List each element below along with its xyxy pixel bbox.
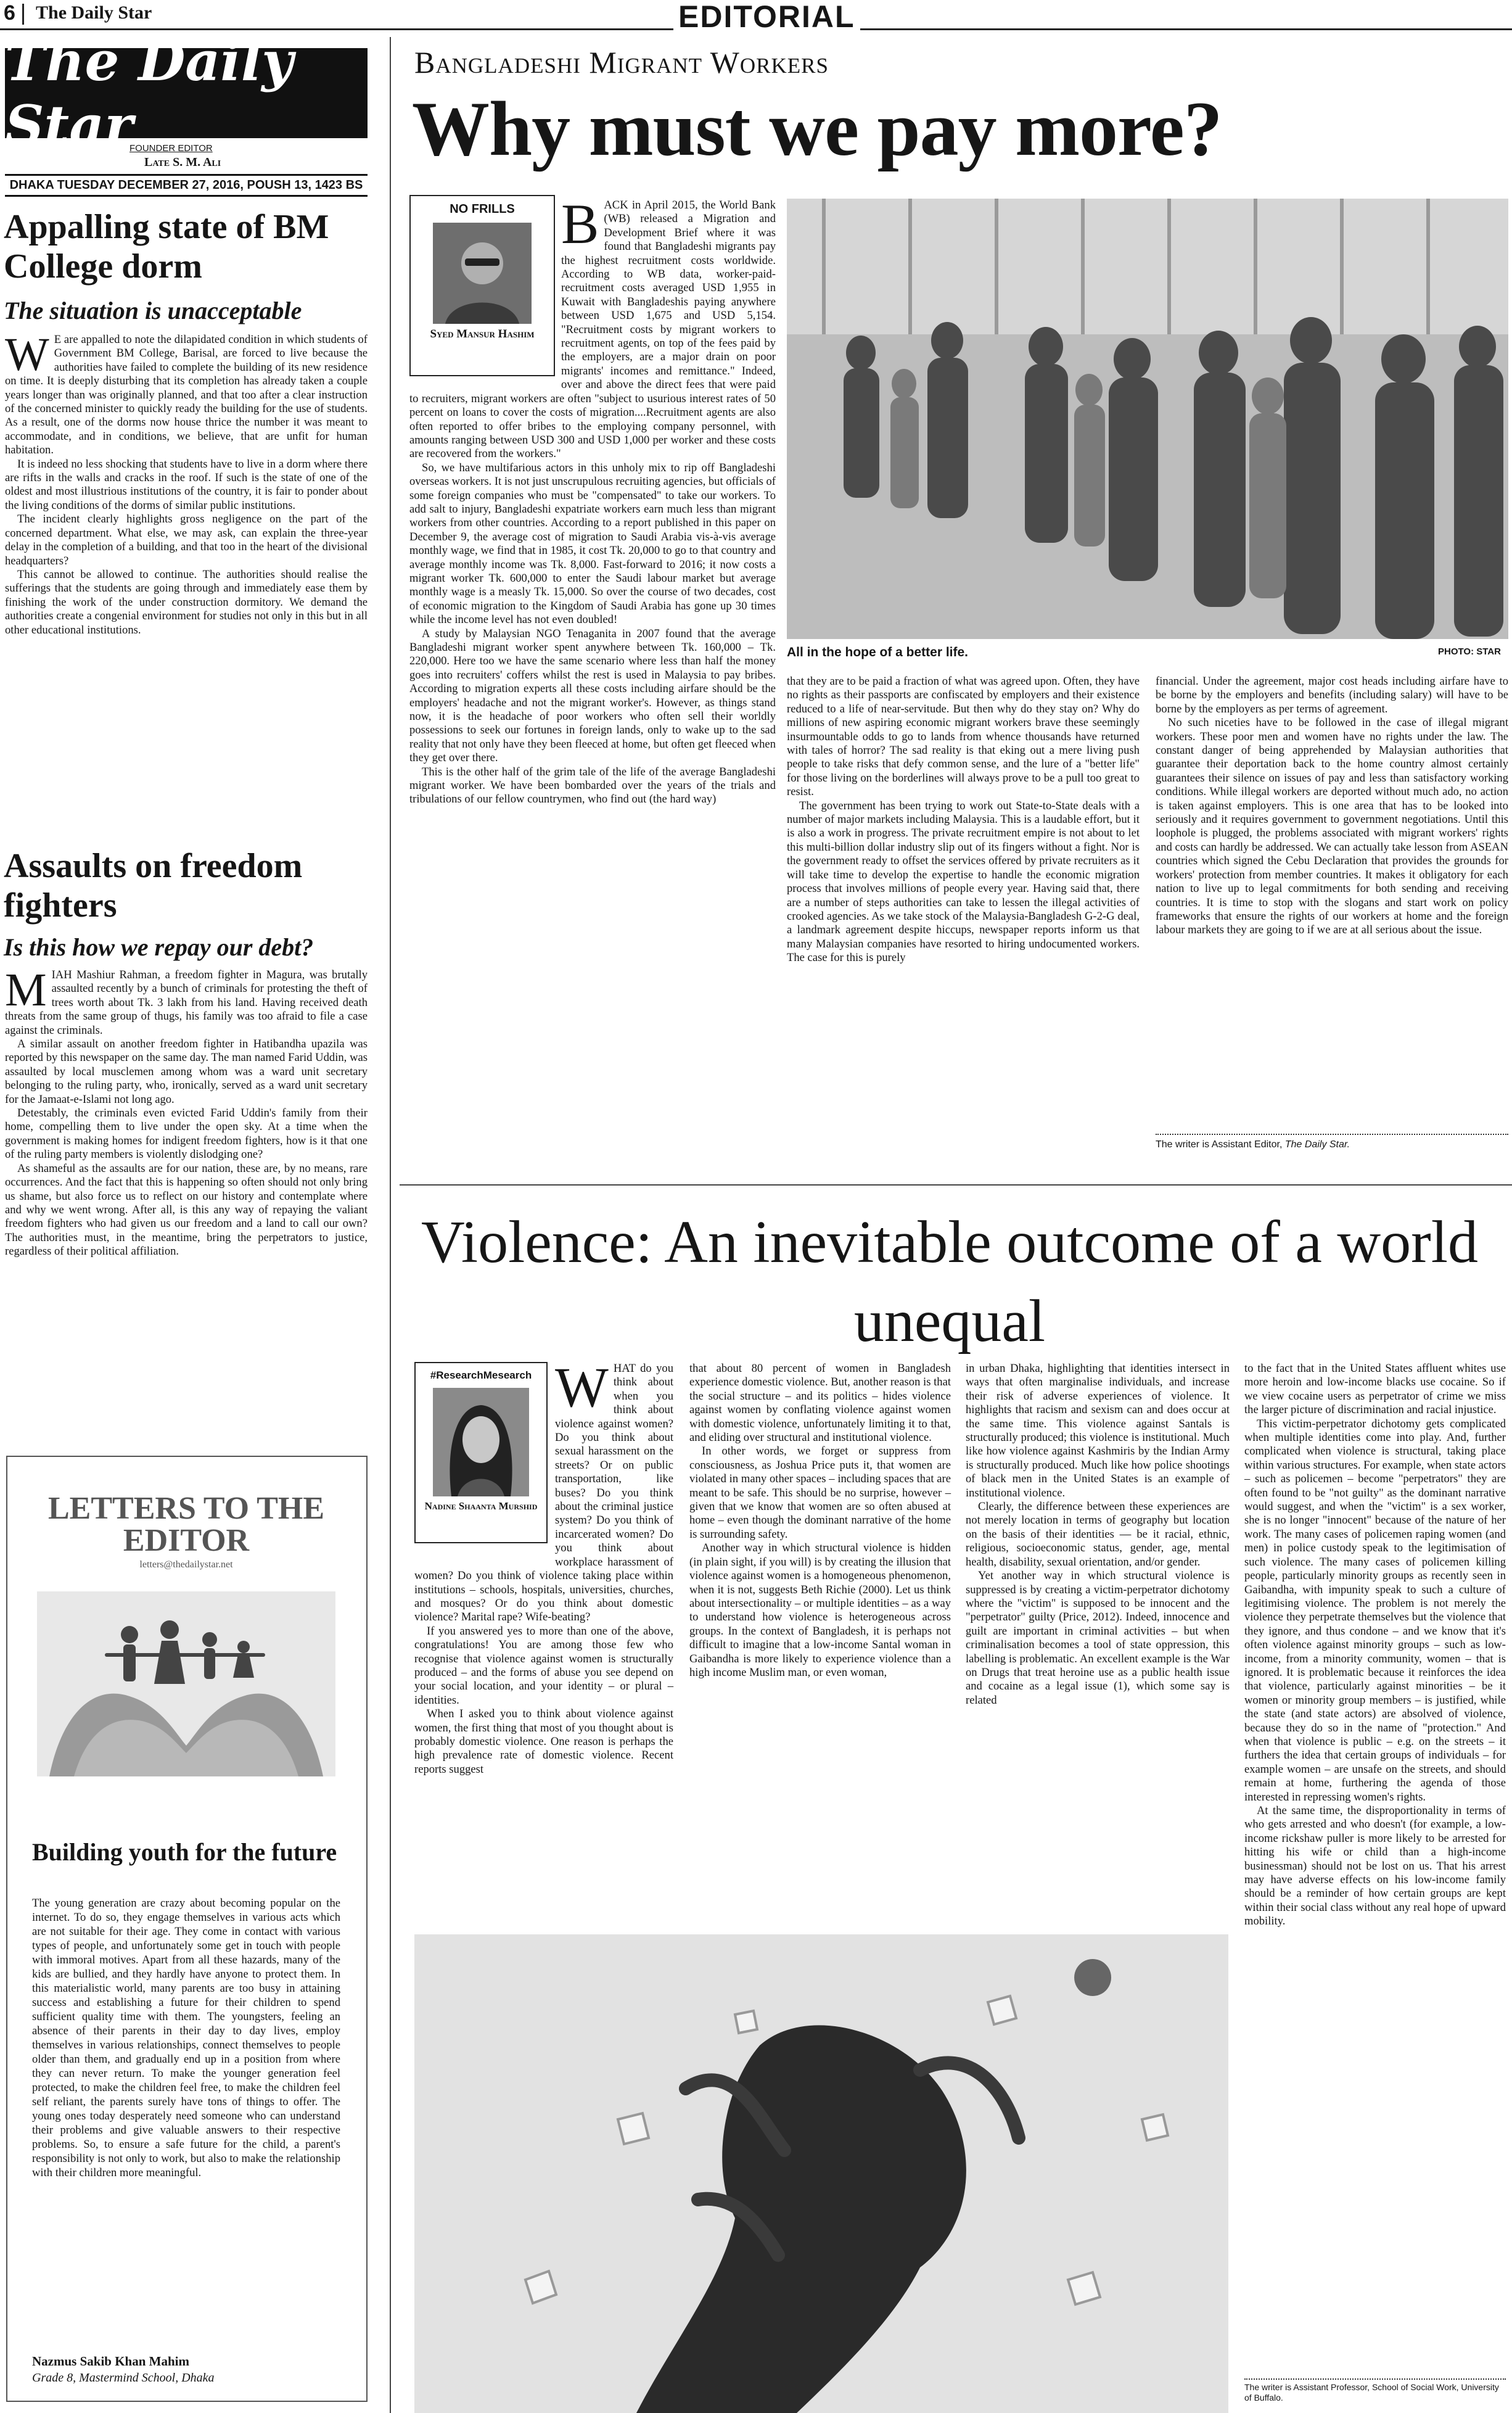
paragraph: The government has been trying to work out State-to-State deals with a number of major markets including Malaysia. This is a laudable effort, but it is also a work in progress. The private recruitment empire is not about to let this multi-billion dollar industry slip out of its fingers without a fight. Nor is the government ready to offset the services offered by private recruiters as it will take time to develop the expertise to handle the economic migration process that involves millions of people every year. Having said that, there are a number of steps authorities can take to lessen the illegal activities of crooked agencies. As we take stock of the Malaysia-Bangladesh G-2-G deal, a landmark agreement despite hiccups, newspaper reports inform us that many Malaysian companies have resorted to hiring undocumented workers. The case for this is purely xyxy=(787,799,1140,965)
footnote-publication: The Daily Star. xyxy=(1284,1139,1350,1150)
photo-credit: PHOTO: STAR xyxy=(1438,646,1501,657)
paragraph: This is the other half of the grim tale of the life of the average Bangladeshi migrant worker. We have been bombarded over the years of the trials and tribulations of our fellow countrymen, who find out (the hard way) xyxy=(409,765,776,806)
dropcap: B xyxy=(561,192,599,255)
float-spacer xyxy=(414,1362,555,1559)
dropcap: M xyxy=(5,964,47,1016)
footnote-rule xyxy=(1156,1134,1508,1135)
article2-column3 xyxy=(966,1362,1230,1707)
paragraph: If you answered yes to more than one of the above, congratulations! You are among those few who recognise that violence against women is structurally produced – and the forms of abuse you see depend on your social location, and your identity – or plural – identities. xyxy=(414,1624,673,1707)
footnote-prefix: The writer is Assistant Editor, xyxy=(1156,1139,1283,1150)
paragraph: in urban Dhaka, highlighting that identities intersect in ways that often marginalise individuals, and increase their risk of adverse experiences of violence. It highlights that racism and sexism can and does occur at the same time. This violence against Santals is structurally produced; this violence is institutional. Much like how violence against Kashmiris by the Indian Army is structurally produced. Much like how police shootings of black men in the United States is an example of institutional violence. xyxy=(966,1362,1230,1499)
paragraph: that they are to be paid a fraction of what was agreed upon. Often, they have no rights as their passports are confiscated by employers and their existence reduced to a life of near-servitude. But then why do they stay on? Why do millions of new aspiring economic migrant workers brave these seemingly insurmountable odds to go to lands from whence thousands have returned with tales of horror? The sad reality is that eking out a mere living push people to take risks that defy common sense, and the lure of a "better life" for those living on the borderlines will always prove to be a pull too great to resist. xyxy=(787,675,1140,799)
paragraph: Yet another way in which structural violence is suppressed is by creating a victim-perpetrator dichotomy where the "victim" is supposed to be innocent and the "perpetrator" guilty (Price, 2012). Indeed, innocence and guilt are important in criminal activities – but when criminalisation becomes a tool of state oppression, this labelling is problematic. An excellent example is the War on Drugs that treat heroine use as a public health issue and cocaine as a legal issue (1), which some say is related xyxy=(966,1569,1230,1707)
paragraph: HAT do you think about when you think about violence against women? Do you think about sexual harassment on the streets? Or on public transportation, like buses? Do you think about the criminal justice system? Do you think of incarcerated women? Do you think about workplace harassment of women? Do you think of violence taking place within institutions – schools, hospitals, universities, churches, and mosques? Or do you think about domestic violence? Marital rape? Wife-beating? xyxy=(414,1362,673,1624)
editorial2-headline: Assaults on freedom fighters xyxy=(4,847,303,925)
article1-headline: Why must we pay more? xyxy=(412,86,1222,172)
violence-photo xyxy=(414,1934,1228,2413)
divider xyxy=(22,4,24,25)
editorial1-headline: Appalling state of BM College dorm xyxy=(4,208,329,286)
running-masthead: The Daily Star xyxy=(36,2,152,23)
article1-column1 xyxy=(409,192,776,807)
editorial1-subhead: The situation is unacceptable xyxy=(4,297,302,324)
article1-column3 xyxy=(1156,675,1508,938)
article2-column2 xyxy=(689,1362,951,1680)
page-number: 6 xyxy=(4,1,15,25)
article2-headline: Violence: An inevitable outcome of a world unequal xyxy=(421,1209,1479,1355)
section-label: EDITORIAL xyxy=(673,0,860,35)
paragraph: IAH Mashiur Rahman, a freedom fighter in Magura, was brutally assaulted recently by a bunch of criminals for protesting the theft of trees worth about Tk. 3 lakh from his land. Having received death threats from the same group of thugs, his family was too afraid to file a case against the criminals. xyxy=(5,968,368,1037)
paragraph: A study by Malaysian NGO Tenaganita in 2007 found that the average Bangladeshi migrant worker spent anywhere between Tk. 160,000 – Tk. 220,000. Here too we have the same scenario where less than half the money goes into recruiters' coffers whilst the rest is used in Malaysia to pay bribes. According to migration experts all these costs including airfare should be the employers' headache and not the migrant worker's. However, as things stand now, it is the headache of poor workers who often sell their worldly possessions to seek our fortunes in foreign lands, only to wake up to the sad reality that not only have they been fleeced at home, but often get fleeced when they get over there. xyxy=(409,627,776,765)
paragraph: This victim-perpetrator dichotomy gets complicated when multiple identities come into play. And, further complicated when violence is structural, taking place within various structures. For example, when state actors – such as policemen – become "perpetrators" they are often found to be "not guilty" as the dominant narrative would suggest, and when the "victim" is a sex worker, she is no longer "innocent" because of the nature of her work. The many cases of policemen raping women (and men) in police custody speak to the legitimisation of such violence. The many cases of policemen killing people, particularly minority groups as recently seen in Gaibandha, with impunity speak to such a culture of legitimising violence. The problem is not merely the violence they perpetrate themselves but the violence that they ignore, and thus condone – and we know that it's often violence against minority groups – such as low-income, from a minority community, women – that is ignored. It is problematic because it reinforces the idea that violence, particularly against minorities – be it women or minority group members – is justified, while the state (and state actors) are absolved of violence, because they do so in the name of "protection." And when that violence is public – e.g. on the streets – it furthers the idea that certain groups of individuals – for example women – are unsafe on the streets, and should remain at home, furthering the agenda of those interested in repressing women's rights. xyxy=(1244,1417,1506,1804)
dropcap: W xyxy=(555,1356,609,1419)
letter-headline: Building youth for the future xyxy=(32,1838,337,1866)
paragraph: ACK in April 2015, the World Bank (WB) released a Migration and Development Brief where it was found that Bangladeshi migrants pay the highest recruitment costs worldwide. According to WB data, worker-paid-recruitment costs averaged USD 1,955 in Kuwait with Bangladeshis paying anywhere between USD 1,675 and USD 5,154. "Recruitment costs by migrant workers to recruitment agents, on top of the fees paid by the employers, are a major drain on poor migrants' incomes and remittance." Indeed, over and above the direct fees that were paid to recruiters, migrant workers are often "subject to usurious interest rates of 50 percent on loans to cover the costs of migration....Recruitment agents are also often reported to offer bribes to the employing company personnel, with amounts ranging between USD 300 and USD 1,000 per worker and these costs are recovered from the workers." xyxy=(409,199,776,461)
author-name: Syed Mansur Hashim xyxy=(430,328,535,340)
founder-name: Late S. M. Ali xyxy=(144,155,221,169)
paragraph: that about 80 percent of women in Bangladesh experience domestic violence. But, another reason is that the social structure – and its politics – hides violence against women by conflating violence against women with domestic violence, unfortunately limiting it to that, and eliding over structural and institutional violence. xyxy=(689,1362,951,1445)
paragraph: E are appalled to note the dilapidated condition in which students of Government BM College, Barisal, are forced to live because the authorities have failed to complete the building of its new residence on time. It is deeply disturbing that its completion has already taken a couple years longer than was originally planned, and that too after a clear instruction of the concerned minister to quickly ready the building for the use of students. As a result, one of the dorms now house thrice the number it was meant to accommodate, and in conditions, we believe, that are unfit for human habitation. xyxy=(5,333,368,457)
editorial1-body xyxy=(5,329,368,637)
paragraph: So, we have multifarious actors in this unholy mix to rip off Bangladeshi overseas workers. It is not just unscrupulous recruiting agencies, but officials of some foreign companies who must be "compensated" to take our workers. To add salt to injury, Bangladeshi expatriate workers earn much less than migrant workers from other countries. According to a report published in this paper on December 9, the average cost of migration to Saudi Arabia vis-à-vis average monthly wage, we find that in 1985, it cost Tk. 20,000 to go to that country and average monthly income was Tk. 8,000. Fast-forward to 2016; it now costs a migrant worker Tk. 600,000 to enter the Saudi labour market but average monthly wage is a measly Tk. 15,000. So over the course of two decades, cost of economic migration to the Kingdom of Saudi Arabia has gone up 30 times while the income level has not even doubled! xyxy=(409,461,776,627)
paragraph: The incident clearly highlights gross negligence on the part of the concerned department. What else, we may ask, can explain the three-year delay in the completion of a building, and that too in the heart of the divisional headquarters? xyxy=(5,513,368,567)
paragraph: When I asked you to think about violence against women, the first thing that most of you thought about is probably domestic violence. One reason is perhaps the high prevalence rate of domestic violence. Recent reports suggest xyxy=(414,1707,673,1776)
paragraph: to the fact that in the United States affluent whites use more heroin and low-income blacks use cocaine. So if we view cocaine users as perpetrator of crime we miss the larger picture of discrimination and racial injustice. xyxy=(1244,1362,1506,1417)
paragraph: In other words, we forget or suppress from consciousness, as Joshua Price puts it, that women are violated in many other spaces – including spaces that are meant to be safe. This should be no surprise, however – given that we know that women are so often abused at home – even though the dominant narrative of the home is surrounding safety. xyxy=(689,1445,951,1541)
paragraph: Another way in which structural violence is hidden (in plain sight, if you will) is by creating the illusion that violence against women is a homogeneous phenomenon, when it is not, suggests Beth Richie (2000). Let us think about intersectionality – or multiple identities – as a way to understand how violence is heterogeneous across groups. In the context of Bangladesh, it is perhaps not difficult to imagine that a low-income Santal woman in Gaibandha is more likely to experience violence than a high income Muslim man, or even woman, xyxy=(689,1541,951,1679)
letter-affiliation: Grade 8, Mastermind School, Dhaka xyxy=(32,2371,215,2385)
founder-label: FOUNDER EDITOR xyxy=(129,143,213,154)
column-tag: #ResearchMesearch xyxy=(430,1369,532,1381)
article-separator xyxy=(400,1184,1512,1186)
article2-column4 xyxy=(1244,1362,1506,1929)
letter-signature: Nazmus Sakib Khan Mahim xyxy=(32,2354,189,2369)
column-rule xyxy=(390,37,391,2413)
paragraph: No such niceties have to be followed in the case of illegal migrant workers. These poor men and women have no rights under the law. The constant danger of being apprehended by Malaysian authorities that guarantee their deportation back to the home country almost certainly guarantees their silence on issues of pay and less than satisfactory working conditions. While illegal workers are deported without much ado, no action is taken against employers. This is one area that has to be looked into seriously and it requires government to government negotiations. Until this loophole is plugged, the problems associated with migrant workers' rights and costs can hardly be addressed. We can actually take lesson from ASEAN countries which signed the Cebu Declaration that provides the grounds for workers' protection from member countries. It makes it obligatory for each nation to live up to legal commitments for both sending and receiving countries. It is time to stop with the slogans and start work on policy frameworks that ensure the rights of our workers at home and the foreign labour markets they are going to if we are at all serious about the issue. xyxy=(1156,716,1508,937)
letters-title: LETTERS TO THE EDITOR xyxy=(47,1491,325,1558)
article1-column2 xyxy=(787,675,1140,965)
editorial2-subhead: Is this how we repay our debt? xyxy=(4,933,314,961)
letter-body: The young generation are crazy about becoming popular on the internet. To do so, they engage themselves in various acts which are not suitable for their age. They come in contact with various types of people, and unfortunately some get in touch with people with immoral motives. Apart from all these hazards, many of the kids are bullied, and they hardly have anyone to protect them. In this materialistic world, many parents are too busy in attaining success and establishing a future for their children to spend sufficient quality time with them. The youngsters, feeling an absence of their parents in their day to day lives, employ themselves in various relationships, connect themselves to people older than them, and gradually end up in a position from where they can never return. To make the younger generation feel protected, to make the children feel free, to make the children feel self reliant, the parents surely have tons of things to offer. The young ones today desperately need someone who can understand their problems and give valuable answers to their respective problems. So, to ensure a safe future for the child, a parent's responsibility is not only to work, but also to make the relationship with their children more meaningful. xyxy=(32,1897,340,2179)
column-tag: NO FRILLS xyxy=(450,202,515,216)
article2-column1 xyxy=(414,1356,673,1776)
dateline: DHAKA TUESDAY DECEMBER 27, 2016, POUSH 13, 1423 BS xyxy=(5,174,368,197)
author-name: Nadine Shaanta Murshid xyxy=(424,1500,538,1512)
paragraph: It is indeed no less shocking that students have to live in a dorm where there are rifts in the walls and cracks in the roof. If such is the state of one of the oldest and most illustrious institutions of the country, it is fair to ponder about the living conditions of the dorms of similar public institutions. xyxy=(5,457,368,512)
article1-kicker: Bangladeshi Migrant Workers xyxy=(414,45,829,80)
editorial2-body xyxy=(5,964,368,1259)
letters-email: letters@thedailystar.net xyxy=(139,1559,233,1570)
dropcap: W xyxy=(5,329,49,381)
footnote-rule xyxy=(1244,2378,1506,2380)
paragraph: financial. Under the agreement, major cost heads including airfare have to be borne by the employers and benefits (including salary) will have to be borne by the employers as per terms of agreement. xyxy=(1156,675,1508,716)
migrant-workers-photo xyxy=(787,199,1508,639)
paragraph: This cannot be allowed to continue. The authorities should realise the sufferings that the students are going through and immediately ease them by finishing the work of the under construction dormitory. We demand the authorities create a congenial environment for studies not only in this but in all other educational institutions. xyxy=(5,567,368,637)
paragraph: Detestably, the criminals even evicted Farid Uddin's family from their home, compelling them to live under the open sky. At a time when the government is making homes for indigent freedom fighters, how is it that one of the ruling party members is violently dislodging one? xyxy=(5,1107,368,1161)
masthead-logo: The Daily Star xyxy=(5,48,368,138)
paragraph: Clearly, the difference between these experiences are not merely location in terms of geography but location on the basis of their identities — be it racial, ethnic, religious, socioeconomic status, gender, age, mental health, disability, sexual orientation, and/or gender. xyxy=(966,1500,1230,1569)
article2-footnote: The writer is Assistant Professor, School of Social Work, University of Buffalo. xyxy=(1244,2382,1499,2403)
paragraph: At the same time, the disproportionality in terms of who gets arrested and who doesn't (for example, a low-income rickshaw puller is more likely to be arrested for hitting his wife or child than a high-income businessman) should not be lost on us. That his arrest may have adverse effects on his low-income family should be a reminder of how certain groups are kept within their social class without any real hope of upward mobility. xyxy=(1244,1804,1506,1928)
hands-family-illustration xyxy=(37,1591,335,1776)
paragraph: As shameful as the assaults are for our nation, these are, by no means, rare occurrences. And the fact that this is happening so often should not only bring us shame, but also force us to reflect on our history and contemplate where and why we went wrong. After all, is this any way of repaying the valiant freedom fighters who had given us our freedom and a land to call our own? The authorities must, in the meantime, bring the perpetrators to justice, regardless of their political affiliation. xyxy=(5,1161,368,1258)
float-spacer xyxy=(409,199,561,384)
paragraph: A similar assault on another freedom fighter in Hatibandha upazila was reported by this newspaper on the same day. The man named Farid Uddin, was assaulted by local musclemen among whom was a ward unit secretary belonging to the ruling party, who, ironically, served as a ward unit secretary for the Jamaat-e-Islami not long ago. xyxy=(5,1037,368,1106)
article1-footnote xyxy=(1156,1139,1508,1150)
photo-caption: All in the hope of a better life. xyxy=(787,645,969,659)
